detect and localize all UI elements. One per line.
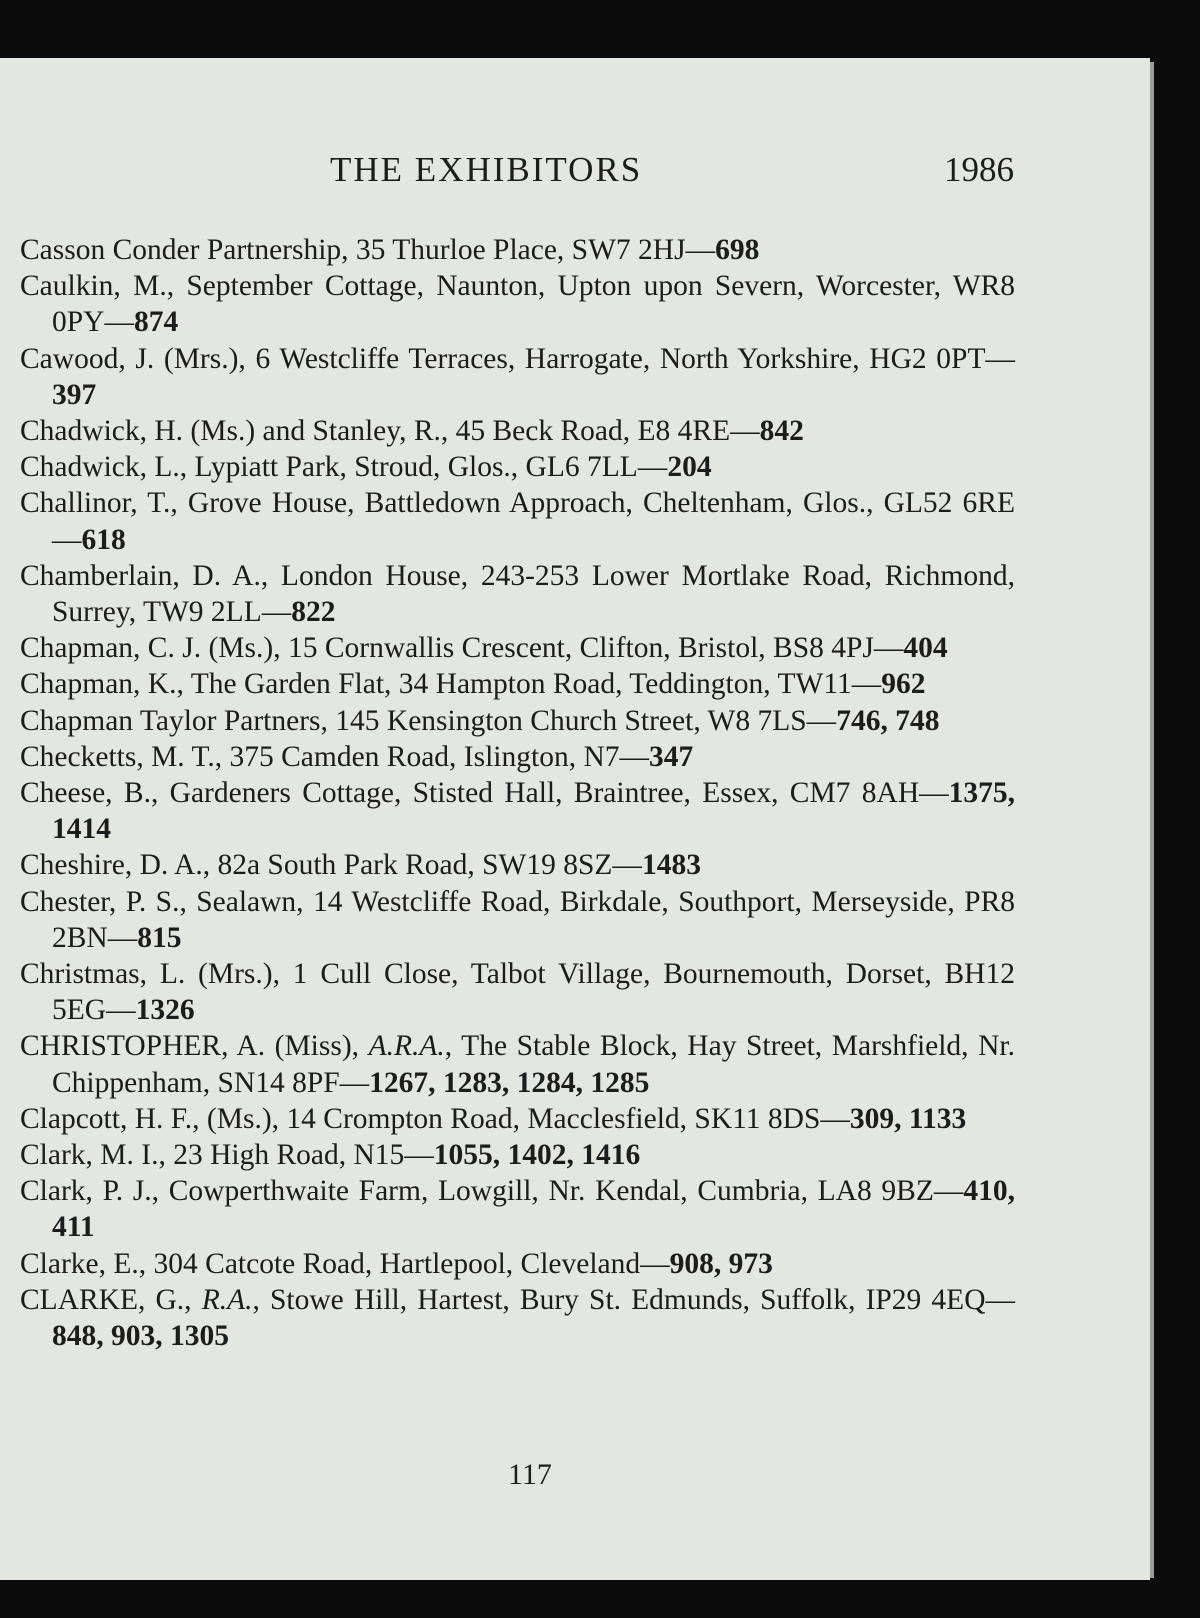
catalogue-numbers: 746, 748 <box>836 704 940 737</box>
exhibitor-entry: Clark, M. I., 23 High Road, N15—1055, 1402, 1416 <box>20 1139 641 1172</box>
exhibitor-entry: Cheshire, D. A., 82a South Park Road, SW19 8SZ—1483 <box>20 849 701 882</box>
exhibitor-entry: Chadwick, L., Lypiatt Park, Stroud, Glos., GL6 7LL—204 <box>20 451 712 484</box>
page-edge <box>1150 62 1154 1578</box>
running-header <box>0 150 1150 190</box>
exhibitor-entry: Challinor, T., Grove House, Battledown Approach, Cheltenham, Glos., GL52 6RE—618 <box>20 487 1015 556</box>
exhibitor-list <box>20 232 1015 1354</box>
catalogue-numbers: 204 <box>667 451 712 484</box>
catalogue-numbers: 1267, 1283, 1284, 1285 <box>369 1066 650 1099</box>
exhibitor-entry: Caulkin, M., September Cottage, Naunton, Upton upon Severn, Worcester, WR8 0PY—874 <box>20 270 1015 339</box>
catalogue-numbers: 1055, 1402, 1416 <box>433 1139 641 1172</box>
page-number: 117 <box>508 1458 552 1491</box>
exhibitor-entry: Chamberlain, D. A., London House, 243-253 Lower Mortlake Road, Richmond, Surrey, TW9 2LL—822 <box>20 559 1015 629</box>
exhibitor-entry: Checketts, M. T., 375 Camden Road, Islington, N7—347 <box>20 740 694 773</box>
exhibitor-entry: Clark, P. J., Cowperthwaite Farm, Lowgill, Nr. Kendal, Cumbria, LA8 9BZ—410, 411 <box>20 1175 1015 1244</box>
honours: A.R.A. <box>368 1030 445 1063</box>
exhibitor-entry: Chapman, K., The Garden Flat, 34 Hampton Road, Teddington, TW11—962 <box>20 668 926 701</box>
exhibitor-entry-academician: CLARKE, G., R.A., Stowe Hill, Hartest, Bury St. Edmunds, Suffolk, IP29 4EQ—848, 903, 1305 <box>20 1283 1015 1353</box>
catalogue-numbers: 848, 903, 1305 <box>52 1320 229 1353</box>
catalogue-numbers: 397 <box>52 378 97 411</box>
catalogue-numbers: 347 <box>649 740 694 773</box>
catalogue-numbers: 1483 <box>641 849 701 882</box>
catalogue-numbers: 618 <box>81 523 126 556</box>
exhibitor-entry: Christmas, L. (Mrs.), 1 Cull Close, Talbot Village, Bournemouth, Dorset, BH12 5EG—1326 <box>20 958 1015 1027</box>
catalogue-numbers: 842 <box>759 415 804 448</box>
exhibitor-entry: Cawood, J. (Mrs.), 6 Westcliffe Terraces, Harrogate, North Yorkshire, HG2 0PT—397 <box>20 342 1015 411</box>
catalogue-numbers: 908, 973 <box>669 1247 773 1280</box>
exhibitor-entry: Chester, P. S., Sealawn, 14 Westcliffe Road, Birkdale, Southport, Merseyside, PR8 2BN—815 <box>20 885 1015 954</box>
exhibitor-entry: Cheese, B., Gardeners Cottage, Stisted Hall, Braintree, Essex, CM7 8AH—1375, 1414 <box>20 777 1015 846</box>
book-page <box>0 58 1150 1580</box>
catalogue-numbers: 1326 <box>135 994 195 1027</box>
catalogue-numbers: 404 <box>903 632 948 665</box>
catalogue-numbers: 815 <box>137 921 182 954</box>
exhibitor-entry: Chapman Taylor Partners, 145 Kensington Church Street, W8 7LS—746, 748 <box>20 704 940 737</box>
exhibitor-entry: Chadwick, H. (Ms.) and Stanley, R., 45 Beck Road, E8 4RE—842 <box>20 415 804 448</box>
exhibitor-entry-academician: CHRISTOPHER, A. (Miss), A.R.A., The Stable Block, Hay Street, Marshfield, Nr. Chippenham, SN14 8PF—1267, 1283, 1284, 1285 <box>20 1030 1015 1099</box>
exhibitor-entry: Casson Conder Partnership, 35 Thurloe Place, SW7 2HJ—698 <box>20 234 760 266</box>
catalogue-numbers: 309, 1133 <box>849 1102 967 1135</box>
catalogue-numbers: 1375, 1414 <box>52 777 1015 846</box>
catalogue-numbers: 822 <box>291 596 336 629</box>
catalogue-numbers: 698 <box>715 234 760 266</box>
catalogue-numbers: 874 <box>133 306 179 339</box>
page-title: THE EXHIBITORS <box>330 150 643 189</box>
header-year: 1986 <box>944 150 1014 189</box>
exhibitor-entry: Chapman, C. J. (Ms.), 15 Cornwallis Crescent, Clifton, Bristol, BS8 4PJ—404 <box>20 632 948 665</box>
exhibitor-entry: Clapcott, H. F., (Ms.), 14 Crompton Road, Macclesfield, SK11 8DS—309, 1133 <box>20 1102 967 1135</box>
exhibitor-entry: Clarke, E., 304 Catcote Road, Hartlepool, Cleveland—908, 973 <box>20 1247 773 1280</box>
honours: R.A. <box>201 1283 253 1316</box>
catalogue-numbers: 962 <box>881 668 926 701</box>
catalogue-numbers: 410, 411 <box>52 1175 1015 1244</box>
